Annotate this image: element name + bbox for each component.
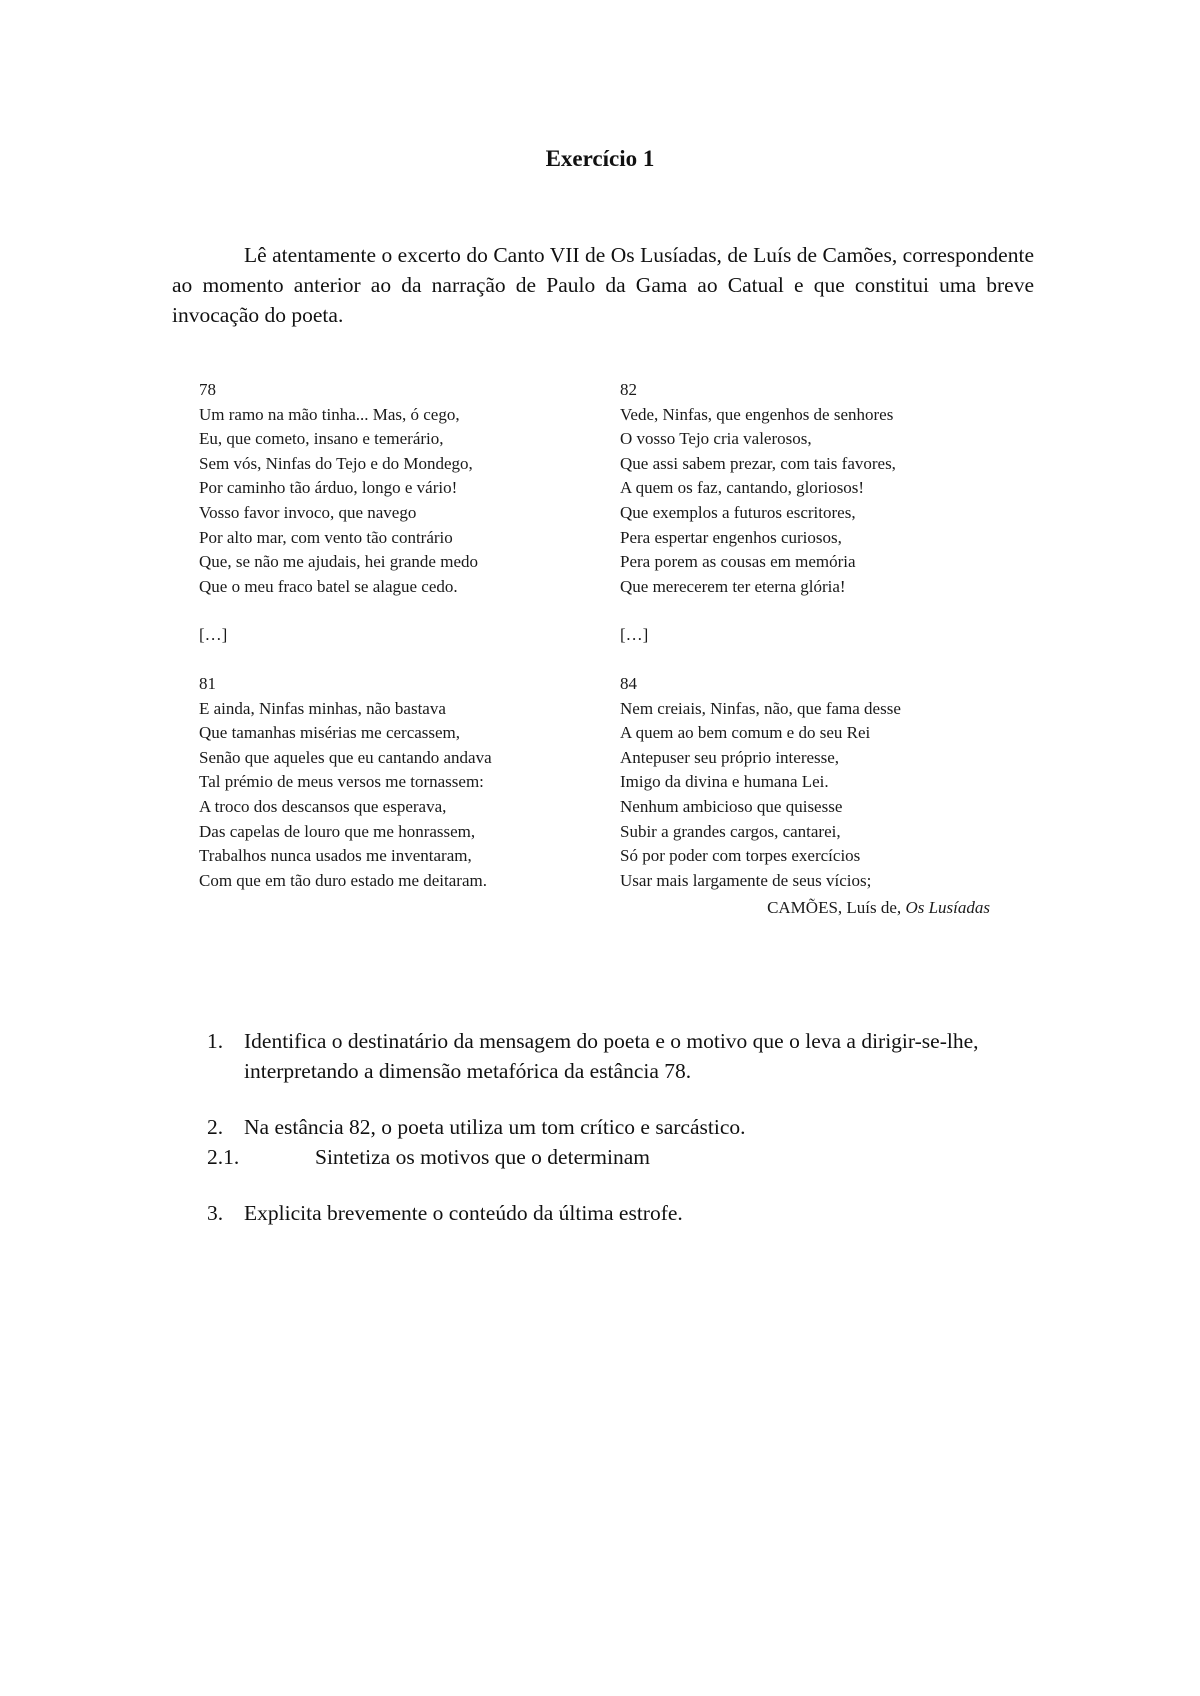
question-number: 1. (207, 1029, 224, 1053)
verse-line: Por caminho tão árduo, longo e vário! (199, 478, 458, 498)
stanza-number: 84 (620, 673, 637, 693)
verse-line: Vede, Ninfas, que engenhos de senhores (620, 404, 894, 424)
verse-line: Que, se não me ajudais, hei grande medo (199, 552, 478, 572)
poem-column-right (620, 378, 1040, 893)
question-3 (207, 1198, 1037, 1228)
question-text: Na estância 82, o poeta utiliza um tom crítico e sarcástico. (244, 1115, 746, 1139)
verse-line: Vosso favor invoco, que navego (199, 502, 417, 522)
attribution-work: Os Lusíadas (905, 898, 990, 917)
verse-line: Com que em tão duro estado me deitaram. (199, 870, 487, 890)
question-2 (207, 1112, 1037, 1142)
verse-line: Que o meu fraco batel se alague cedo. (199, 576, 458, 596)
omission-marker: […] (199, 625, 228, 645)
attribution-author: CAMÕES, Luís de, (767, 898, 902, 917)
verse-line: Só por poder com torpes exercícios (620, 846, 861, 866)
verse-line: A quem ao bem comum e do seu Rei (620, 723, 871, 743)
stanza-78 (199, 378, 619, 599)
question-2-1 (207, 1142, 1037, 1172)
verse-line: Tal prémio de meus versos me tornassem: (199, 772, 484, 792)
verse-line: Usar mais largamente de seus vícios; (620, 870, 872, 890)
verse-line: A quem os faz, cantando, gloriosos! (620, 478, 865, 498)
verse-line: Nem creiais, Ninfas, não, que fama desse (620, 698, 901, 718)
verse-line: Que merecerem ter eterna glória! (620, 576, 846, 596)
verse-line: Das capelas de louro que me honrassem, (199, 821, 476, 841)
stanza-84 (620, 672, 1040, 893)
intro-paragraph: Lê atentamente o excerto do Canto VII de Os Lusíadas, de Luís de Camões, correspondente ao momento anterior ao da narração de Paulo da Gama ao Catual e que constitui uma breve invocação do poeta. (172, 243, 1034, 327)
source-attribution (620, 898, 990, 918)
stanza-81 (199, 672, 619, 893)
question-number: 3. (207, 1201, 224, 1225)
question-number: 2. (207, 1115, 224, 1139)
verse-line: Pera porem as cousas em memória (620, 552, 856, 572)
question-1 (207, 1026, 1037, 1086)
omission-marker: […] (620, 625, 649, 645)
stanza-number: 82 (620, 380, 637, 399)
stanza-82 (620, 378, 1040, 599)
verse-line: Antepuser seu próprio interesse, (620, 747, 840, 767)
verse-line: Um ramo na mão tinha... Mas, ó cego, (199, 404, 460, 424)
verse-line: Que exemplos a futuros escritores, (620, 502, 856, 522)
verse-line: Que tamanhas misérias me cercassem, (199, 723, 461, 743)
verse-line: Por alto mar, com vento tão contrário (199, 527, 453, 547)
verse-line: Que assi sabem prezar, com tais favores, (620, 453, 896, 473)
verse-line: Subir a grandes cargos, cantarei, (620, 821, 841, 841)
poem-column-left (199, 378, 619, 893)
verse-line: Pera espertar engenhos curiosos, (620, 527, 842, 547)
verse-line: Trabalhos nunca usados me inventaram, (199, 846, 472, 866)
question-text: Sintetiza os motivos que o determinam (315, 1145, 650, 1169)
question-list (207, 1026, 1037, 1228)
stanza-number: 78 (199, 380, 216, 399)
stanza-number: 81 (199, 673, 216, 693)
verse-line: Eu, que cometo, insano e temerário, (199, 429, 444, 449)
verse-line: O vosso Tejo cria valerosos, (620, 429, 812, 449)
question-text: Explicita brevemente o conteúdo da última estrofe. (244, 1201, 683, 1225)
verse-line: E ainda, Ninfas minhas, não bastava (199, 698, 446, 718)
page-title: Exercício 1 (545, 146, 655, 171)
question-text: Identifica o destinatário da mensagem do poeta e o motivo que o leva a dirigir-se-lhe, interpretando a dimensão metafórica da estância 78. (244, 1029, 979, 1083)
question-number: 2.1. (207, 1145, 240, 1169)
verse-line: Nenhum ambicioso que quisesse (620, 796, 843, 816)
verse-line: Senão que aqueles que eu cantando andava (199, 747, 492, 767)
verse-line: A troco dos descansos que esperava, (199, 796, 447, 816)
verse-line: Imigo da divina e humana Lei. (620, 772, 829, 792)
verse-line: Sem vós, Ninfas do Tejo e do Mondego, (199, 453, 473, 473)
